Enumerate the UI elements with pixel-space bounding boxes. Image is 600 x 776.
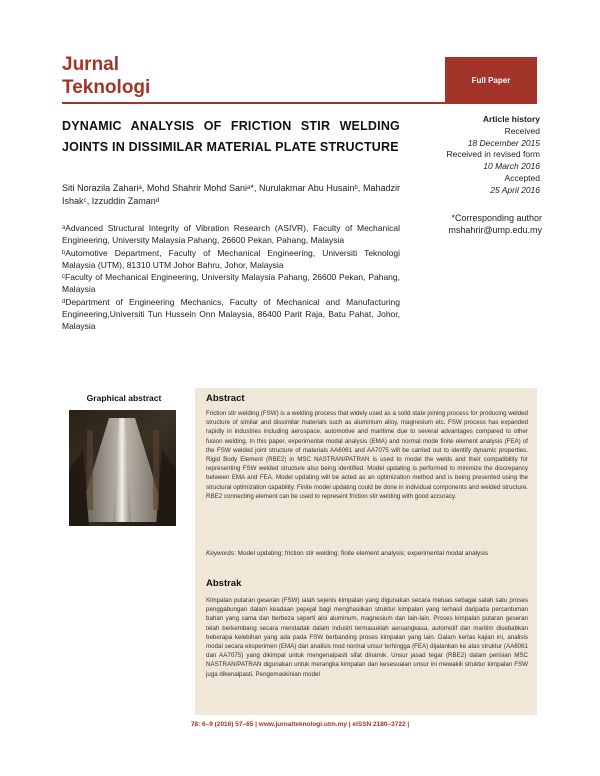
abstract-text: Friction stir welding (FSW) is a welding process that widely used as a solid state joining process for producing welded structure of similar and dissimilar materials such as aluminium alloy, magnesium etc. FSW process has expanded rapidly in industries including aerospace, automotive and maritime due to several advantages compared to other fusion welding. In this paper, experimental modal analysis (EMA) and normal mode finite element analysis (FEA) of the FSW welded joint structure of materials AA6061 and AA7075 will be carried out to identify dynamic properties. Rigid Body Element (RBE2) in MSC NASTRAN/PATRAN is used to model the welds and their compatibility for representing FSW welded structure also being identified. Model updating is performed to minimize the discrepancy between EMA and FEA. Model updating will be acted as an optimization method and is being presented using the structural optimization capability. Finite model updating could be done in individual components and welded structure. RBE2 connecting element can be used to represent friction stir welding with good accuracy. <box>206 410 528 500</box>
author-list: Siti Norazila Zahariᵃ, Mohd Shahrir Mohd Saniᵃ*, Nurulakmar Abu Husainᵇ, Mahadzir Ishakᶜ, Izzuddin Zamanᵈ <box>62 183 400 206</box>
page-footer: 78: 6–9 (2016) 57–65 | www.jurnalteknologi.utm.my | eISSN 2180–3722 | <box>190 721 410 728</box>
history-accepted-date: 25 April 2016 <box>490 184 540 195</box>
history-heading: Article history <box>482 114 540 124</box>
history-revised-label: Received in revised form <box>446 149 540 160</box>
full-paper-label: Full Paper <box>471 76 511 85</box>
affiliations <box>62 222 400 333</box>
graphical-abstract-image <box>69 410 176 526</box>
journal-name-line1: Jurnal <box>62 54 120 75</box>
keywords: Keywords: Model updating; friction stir welding; finite element analysis; experimental modal analysis <box>206 550 489 557</box>
keywords-text: Model updating; friction stir welding; finite element analysis; experimental modal analysis <box>237 550 489 557</box>
history-revised-date: 10 March 2016 <box>483 161 540 172</box>
affiliation-b: ᵇAutomotive Department, Faculty of Mechanical Engineering, Universiti Teknologi Malaysia (UTM), 81310 UTM Johor Bahru, Johor, Malaysia <box>62 247 400 270</box>
history-received-date: 18 December 2015 <box>467 137 540 148</box>
journal-name <box>62 53 150 99</box>
corresponding-author <box>410 212 542 236</box>
article-history <box>410 114 540 197</box>
history-received-label: Received <box>504 125 540 136</box>
header-rule <box>62 102 445 104</box>
full-paper-badge <box>445 57 537 104</box>
abstract-heading: Abstract <box>206 393 245 404</box>
history-accepted-label: Accepted <box>504 172 540 183</box>
paper-title: DYNAMIC ANALYSIS OF FRICTION STIR WELDING JOINTS IN DISSIMILAR MATERIAL PLATE STRUCTURE <box>62 119 400 154</box>
abstrak-heading: Abstrak <box>206 578 242 589</box>
affiliation-a: ᵃAdvanced Structural Integrity of Vibration Research (ASIVR), Faculty of Mechanical Engineering, University Malaysia Pahang, 26600 Pekan, Pahang, Malaysia <box>62 223 400 246</box>
welded-plate-photo <box>69 410 176 526</box>
graphical-abstract-label: Graphical abstract <box>86 393 162 403</box>
abstract-panel <box>195 388 537 715</box>
corresponding-label: *Corresponding author <box>451 213 542 223</box>
keywords-label: Keywords <box>206 550 235 557</box>
abstrak-text: Kimpalan putaran geseran (FSW) ialah sejenis kimpalan yang digunakan secara meluas sebagai salah satu proses penggabungan dalam keadaan pepejal bagi menghasilkan struktur kimpalan yang terhasil daripada percantuman bahan yang sama dan berbeza seperti aloi aluminum, magnesium dan lain-lain. Proses kimpalan putaran geseran telah berkembang secara mendadak dalam industri termasuklah aeroangkasa, automotif dan maritim disebabkan beberapa kelebihan yang ada pada FSW berbanding proses kimpalan yang lain. Dalam kertas kajian ini, analisis modal secara eksperimen (EMA) dan analisis mod normal unsur terhingga (FEA) dijalankan ke atas struktur (AA6061 dan AA7075) yang dikimpal untuk mengenalpasti sifat dinamik. Unsur jasad tegar (RBE2) dalam perisian MSC NASTRAN/PATRAN digunakan untuk merangka kimpalan dan kesesuaian unsur ini mewakili struktur kimpalan FSW juga dikenalpasti. Pengemaskinian model <box>206 597 528 678</box>
corresponding-email[interactable]: mshahrir@ump.edu.my <box>448 225 542 235</box>
affiliation-d: ᵈDepartment of Engineering Mechanics, Faculty of Mechanical and Manufacturing Engineering,Universiti Tun Hussein Onn Malaysia, 86400 Parit Raja, Batu Pahat, Johor, Malaysia <box>62 296 400 332</box>
journal-name-line2: Teknologi <box>62 77 151 98</box>
affiliation-c: ᶜFaculty of Mechanical Engineering, University Malaysia Pahang, 26600 Pekan, Pahang, Malaysia <box>62 272 400 295</box>
